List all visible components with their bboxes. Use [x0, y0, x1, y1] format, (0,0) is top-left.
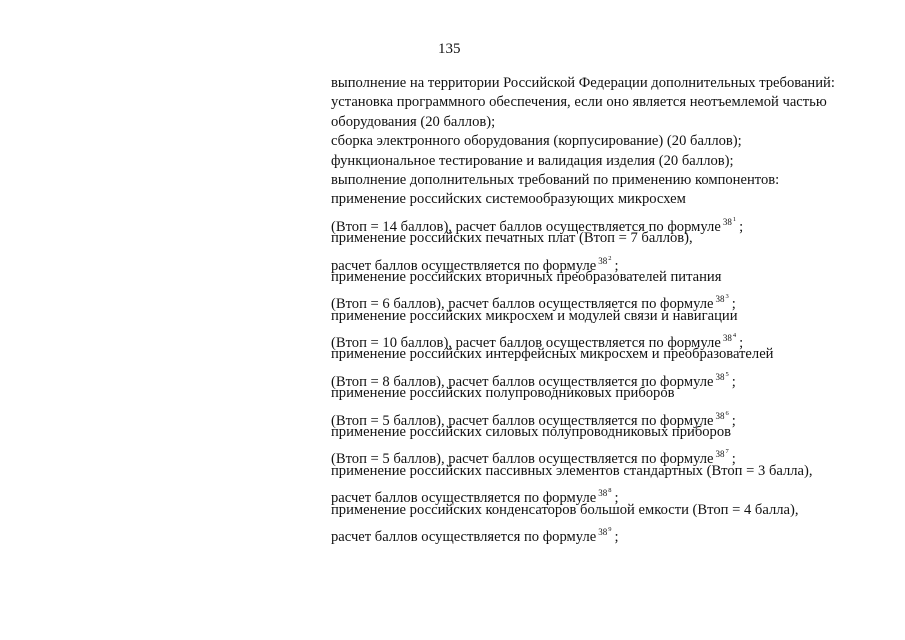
formula-sub-index: 4: [732, 332, 737, 340]
formula-reference: [723, 333, 736, 343]
text-line: [331, 481, 871, 507]
formula-number: 38: [722, 216, 732, 227]
line-text: (Втоп = 5 баллов), расчет баллов осуществляется по формуле: [331, 451, 714, 468]
formula-sub-index: 8: [608, 487, 612, 495]
line-text: применение российских печатных плат (Втоп = 7 баллов),: [331, 230, 693, 247]
line-punctuation: ;: [614, 528, 619, 545]
line-punctuation: ;: [739, 335, 744, 352]
line-text: применение российских интерфейсных микросхем и преобразователей: [331, 346, 774, 363]
page-number: 135: [438, 41, 461, 57]
line-text: выполнение на территории Российской Федерации дополнительных требований:: [331, 75, 835, 91]
line-punctuation: ;: [739, 218, 744, 235]
line-punctuation: ;: [731, 412, 736, 429]
text-line: [331, 404, 871, 429]
line-text: применение российских силовых полупроводниковых приборов: [331, 424, 732, 441]
text-line: [331, 326, 871, 352]
line-text: сборка электронного оборудования (корпусирование) (20 баллов);: [331, 133, 742, 150]
line-text: расчет баллов осуществляется по формуле: [331, 528, 597, 545]
text-line: [331, 229, 871, 248]
formula-number: 38: [715, 449, 725, 460]
text-line: [331, 307, 871, 326]
text-line: [331, 442, 871, 468]
text-line: [331, 345, 871, 364]
line-text: применение российских полупроводниковых приборов: [331, 385, 675, 402]
text-line: [331, 365, 871, 390]
formula-number: 38: [715, 410, 725, 421]
text-line: [331, 74, 871, 93]
text-line: [331, 171, 871, 190]
text-line: [331, 190, 871, 209]
formula-sub-index: 7: [725, 448, 729, 456]
text-line: [331, 268, 871, 287]
formula-sub-index: 3: [725, 293, 729, 301]
line-text: оборудования (20 баллов);: [331, 113, 496, 130]
text-line: [331, 210, 871, 235]
text-line: [331, 152, 871, 171]
formula-reference: [723, 217, 736, 227]
line-text: применение российских микросхем и модулей связи и навигации: [331, 307, 738, 324]
line-text: установка программного обеспечения, если оно является неотъемлемой частью: [331, 94, 827, 111]
line-punctuation: ;: [731, 373, 736, 390]
formula-reference: [598, 488, 611, 498]
text-line: [331, 423, 871, 442]
line-text: (Втоп = 5 баллов), расчет баллов осуществляется по формуле: [331, 412, 714, 429]
formula-number: 38: [598, 526, 608, 537]
text-line: [331, 249, 871, 274]
text-line: [331, 113, 871, 132]
line-text: применение российских пассивных элементов стандартных (Втоп = 3 балла),: [331, 462, 813, 479]
line-text: применение российских системообразующих микросхем: [331, 191, 686, 208]
formula-number: 38: [715, 294, 725, 305]
document-body: [331, 74, 871, 545]
line-text: применение российских вторичных преобразователей питания: [331, 268, 722, 285]
line-punctuation: ;: [614, 490, 619, 507]
text-line: [331, 462, 871, 481]
formula-sub-index: 9: [608, 525, 612, 533]
formula-number: 38: [722, 333, 732, 344]
text-line: [331, 520, 871, 545]
formula-number: 38: [598, 488, 608, 499]
formula-number: 38: [598, 255, 608, 266]
formula-sub-index: 2: [608, 254, 612, 262]
formula-sub-index: 1: [732, 215, 737, 223]
line-text: (Втоп = 10 баллов), расчет баллов осуществляется по формуле: [331, 335, 721, 352]
text-line: [331, 384, 871, 403]
text-line: [331, 93, 871, 112]
formula-reference: [716, 372, 729, 382]
line-text: функциональное тестирование и валидация изделия (20 баллов);: [331, 152, 734, 169]
formula-reference: [598, 256, 611, 266]
formula-reference: [598, 527, 611, 537]
text-line: [331, 501, 871, 520]
line-text: (Втоп = 8 баллов), расчет баллов осуществляется по формуле: [331, 373, 714, 390]
line-punctuation: ;: [731, 451, 736, 468]
formula-sub-index: 5: [725, 370, 729, 378]
line-punctuation: ;: [614, 257, 619, 274]
line-text: расчет баллов осуществляется по формуле: [331, 490, 597, 507]
line-text: (Втоп = 6 баллов), расчет баллов осуществляется по формуле: [331, 296, 714, 313]
text-line: [331, 132, 871, 151]
line-text: применение российских конденсаторов большой емкости (Втоп = 4 балла),: [331, 501, 799, 518]
line-text: (Втоп = 14 баллов), расчет баллов осуществляется по формуле: [331, 218, 721, 235]
formula-reference: [716, 411, 729, 421]
formula-sub-index: 6: [725, 409, 729, 417]
formula-reference: [716, 449, 729, 459]
line-punctuation: ;: [731, 296, 736, 313]
line-text: выполнение дополнительных требований по применению компонентов:: [331, 171, 780, 188]
formula-number: 38: [715, 371, 725, 382]
text-line: [331, 287, 871, 313]
line-text: расчет баллов осуществляется по формуле: [331, 257, 597, 274]
formula-reference: [716, 294, 729, 304]
